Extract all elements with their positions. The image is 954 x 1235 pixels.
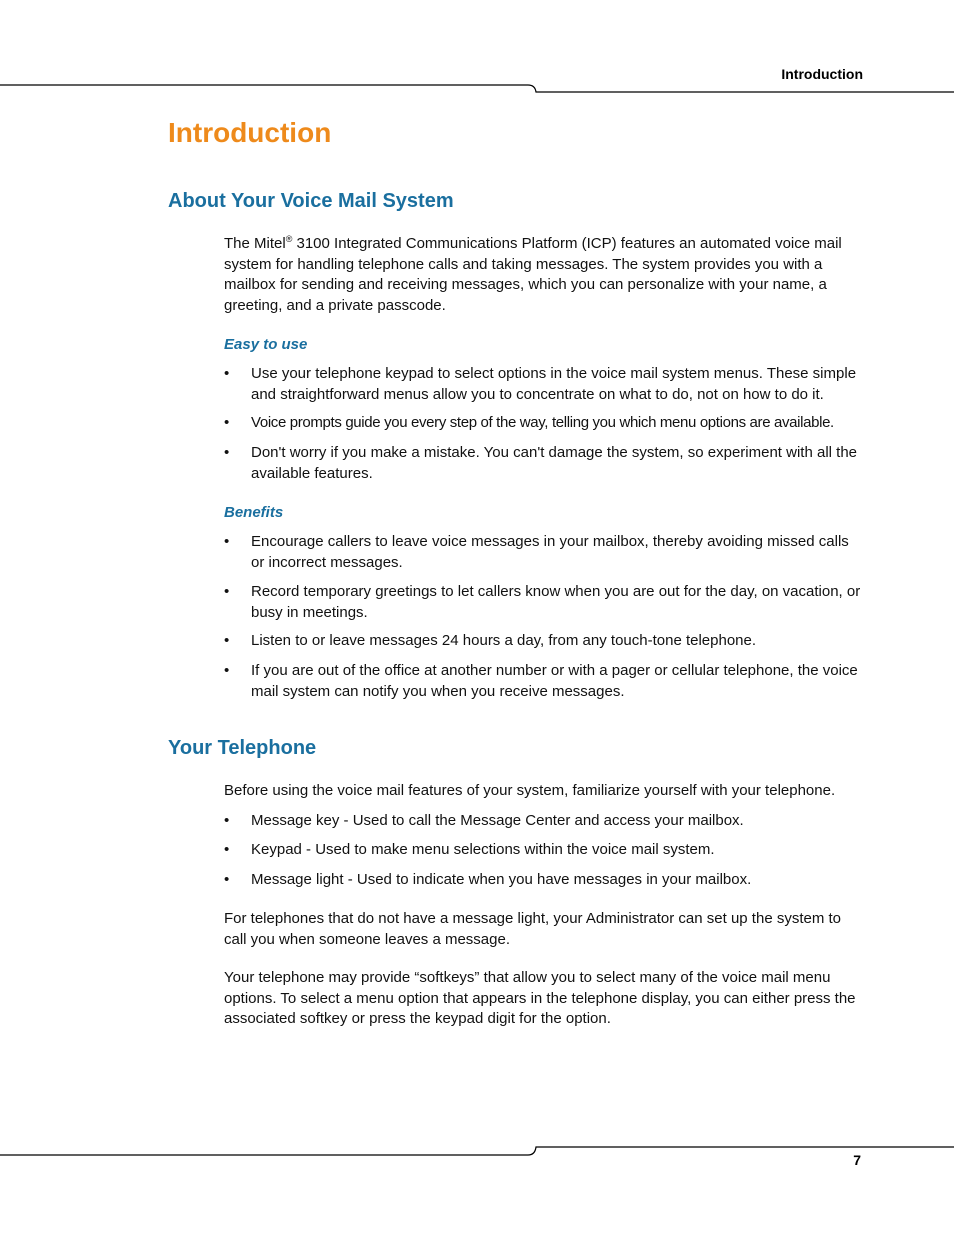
bullet-icon: • [224,414,230,431]
bullet-icon: • [224,871,230,888]
bullet-icon: • [224,583,230,600]
list-item: • Message light - Used to indicate when you have messages in your mailbox. [224,870,866,891]
list-item: • Voice prompts guide you every step of the way, telling you which menu options are available. [224,413,866,434]
list-item: • Listen to or leave messages 24 hours a day, from any touch-tone telephone. [224,631,866,652]
list-item: • Keypad - Used to make menu selections within the voice mail system. [224,840,866,861]
running-head: Introduction [781,66,863,82]
list-item: • If you are out of the office at another number or with a pager or cellular telephone, the voice mail system can notify you when you receive messages. [224,662,858,700]
bullet-icon: • [224,533,230,550]
bullet-icon: • [224,444,230,461]
telephone-intro-paragraph: Before using the voice mail features of your system, familiarize yourself with your telephone. [224,782,836,799]
subhead-easy-to-use: Easy to use [224,336,308,353]
bullet-icon: • [224,365,230,382]
message-light-paragraph: For telephones that do not have a message light, your Administrator can set up the system to call you when someone leaves a message. [224,910,842,948]
list-item: • Use your telephone keypad to select options in the voice mail system menus. These simple and straightforward menus allow you to concentrate on what to do, not on how to do it. [224,365,857,403]
list-item: • Message key - Used to call the Message Center and access your mailbox. [224,811,866,832]
bullet-icon: • [224,812,230,829]
bullet-icon: • [224,632,230,649]
softkeys-paragraph: Your telephone may provide “softkeys” that allow you to select many of the voice mail menu options. To select a menu option that appears in the telephone display, you can either press the associated softkey or press the keypad digit for the option. [224,969,856,1027]
list-item: • Encourage callers to leave voice messages in your mailbox, thereby avoiding missed calls or incorrect messages. [224,533,849,571]
list-item: • Don't worry if you make a mistake. You can't damage the system, so experiment with all the available features. [224,444,858,482]
section-title-about: About Your Voice Mail System [168,190,454,212]
chapter-title: Introduction [168,117,332,148]
section-title-telephone: Your Telephone [168,737,317,759]
header-rule [0,0,954,100]
subhead-benefits: Benefits [224,504,284,521]
intro-paragraph: The Mitel® 3100 Integrated Communications Platform (ICP) features an automated voice mail system for handling telephone calls and taking messages. The system provides you with a mailbox for sending and receiving messages, which you can personalize with your name, a greeting, and a private passcode. [224,234,842,314]
bullet-icon: • [224,662,230,679]
registered-mark: ® [285,234,293,244]
list-item: • Record temporary greetings to let callers know when you are out for the day, on vacation, or busy in meetings. [224,583,861,621]
bullet-icon: • [224,841,230,858]
page-number: 7 [853,1152,861,1168]
